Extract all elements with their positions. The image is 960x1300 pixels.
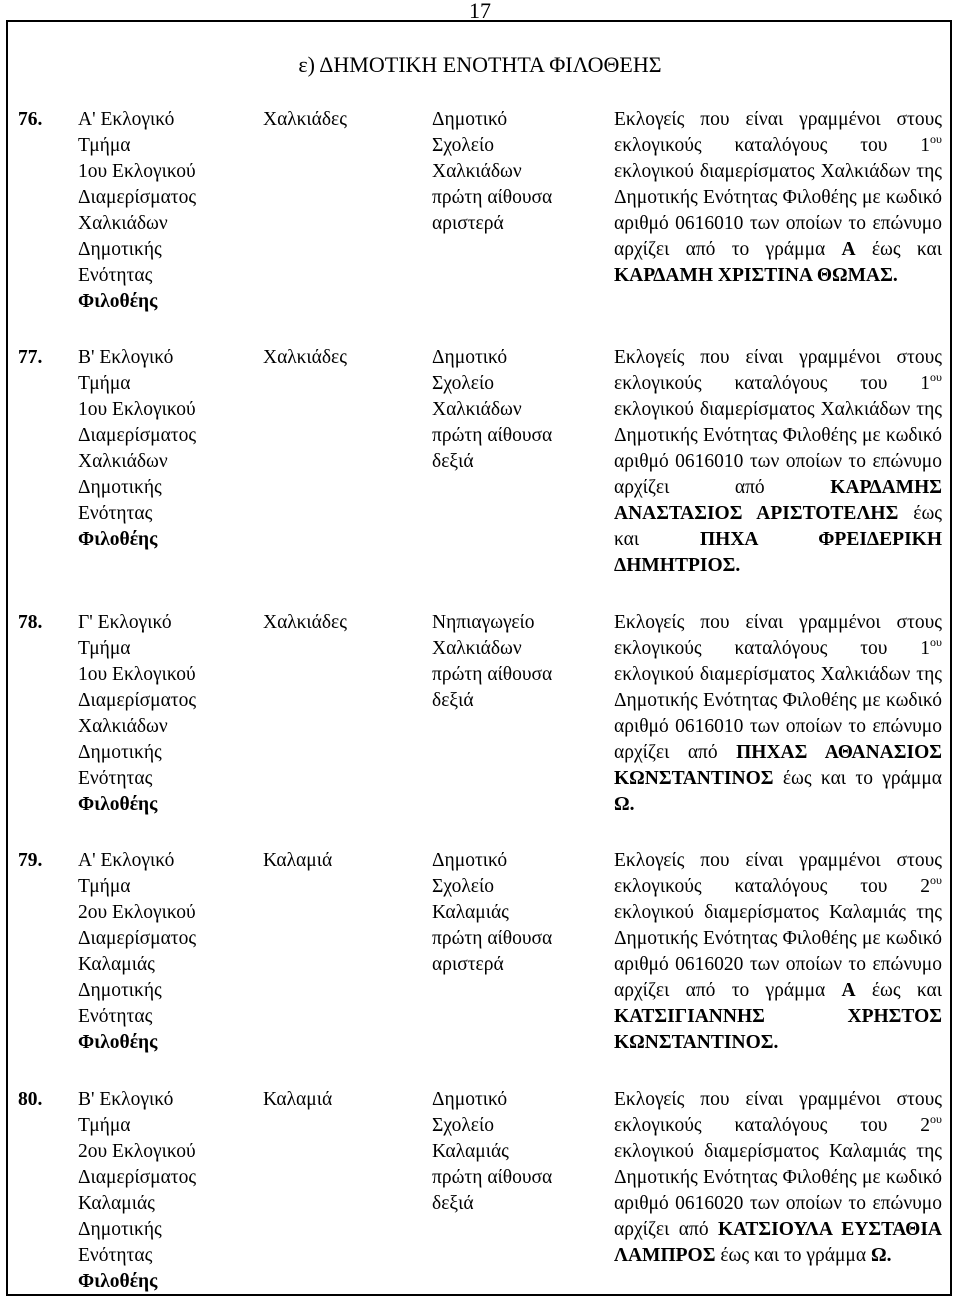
voters-description [614, 107, 942, 289]
desc-text: Εκλογείς που είναι γραμμένοι στους εκλογικούς καταλόγους του 2 [614, 1089, 942, 1136]
venue-cell: Δημοτικό Σχολείο Καλαμιάς πρώτη αίθουσα αριστερά [432, 850, 553, 975]
polling-section-bold: Φιλοθέης [78, 794, 158, 815]
polling-section-cell [78, 610, 253, 818]
polling-section-bold: Φιλοθέης [78, 291, 158, 312]
venue-cell: Δημοτικό Σχολείο Χαλκιάδων πρώτη αίθουσα αριστερά [432, 109, 553, 234]
place-cell: Καλαμιά [263, 850, 333, 871]
desc-text: Εκλογείς που είναι γραμμένοι στους εκλογικούς καταλόγους του 2 [614, 850, 942, 897]
desc-bold: Ω. [614, 794, 635, 815]
place-cell: Χαλκιάδες [263, 612, 347, 633]
desc-bold: ΚΑΡΔΑΜΗΣ ΑΝΑΣΤΑΣΙΟΣ ΑΡΙΣΤΟΤΕΛΗΣ [614, 477, 942, 524]
row-number: 78. [18, 612, 43, 633]
polling-section-cell [78, 848, 253, 1056]
desc-text: Εκλογείς που είναι γραμμένοι στους εκλογικούς καταλόγους του 1 [614, 347, 942, 394]
desc-superscript: ου [930, 132, 942, 146]
desc-bold: ΚΑΡΔΑΜΗ ΧΡΙΣΤΙΝΑ ΘΩΜΑΣ. [614, 265, 898, 286]
desc-bold: ΠΗΧΑ ΦΡΕΙΔΕΡΙΚΗ ΔΗΜΗΤΡΙΟΣ. [614, 529, 943, 576]
desc-bold: ΠΗΧΑΣ ΑΘΑΝΑΣΙΟΣ ΚΩΝΣΤΑΝΤΙΝΟΣ [614, 742, 942, 789]
polling-section-bold: Φιλοθέης [78, 1271, 158, 1292]
desc-text: έως και το γράμμα [773, 768, 942, 789]
polling-section-cell [78, 107, 253, 315]
voters-description [614, 1087, 942, 1269]
row-number: 76. [18, 109, 43, 130]
desc-text: εκλογικού διαμερίσματος Καλαμιάς της Δημοτικής Ενότητας Φιλοθέης με κωδικό αριθμό 0616020 των οποίων το επώνυμο αρχίζει από [614, 1141, 942, 1240]
voters-description [614, 345, 942, 579]
section-title: ε) ΔΗΜΟΤΙΚΗ ΕΝΟΤΗΤΑ ΦΙΛΟΘΕΗΣ [298, 52, 662, 77]
desc-bold: Α [841, 980, 856, 1001]
row-number: 80. [18, 1089, 43, 1110]
desc-bold: Ω. [870, 1245, 892, 1266]
page-number: 17 [469, 0, 491, 23]
voters-description [614, 610, 942, 818]
venue-cell: Δημοτικό Σχολείο Χαλκιάδων πρώτη αίθουσα δεξιά [432, 347, 553, 472]
desc-text: έως και [614, 503, 942, 550]
place-cell: Καλαμιά [263, 1089, 333, 1110]
venue-cell: Νηπιαγωγείο Χαλκιάδων πρώτη αίθουσα δεξιά [432, 612, 553, 711]
desc-text: έως και [855, 239, 942, 260]
desc-text: εκλογικού διαμερίσματος Χαλκιάδων της Δημοτικής Ενότητας Φιλοθέης με κωδικό αριθμό 0616010 των οποίων το επώνυμο αρχίζει από [614, 664, 942, 763]
polling-section-text: Β' Εκλογικό Τμήμα 1ου Εκλογικού Διαμερίσματος Χαλκιάδων Δημοτικής Ενότητας [78, 347, 197, 524]
place-cell: Χαλκιάδες [263, 109, 347, 130]
desc-text: εκλογικού διαμερίσματος Χαλκιάδων της Δημοτικής Ενότητας Φιλοθέης με κωδικό αριθμό 0616010 των οποίων το επώνυμο αρχίζει από το γράμμα [614, 161, 942, 260]
row-number: 79. [18, 850, 43, 871]
desc-superscript: ου [930, 635, 942, 649]
desc-text: έως και το γράμμα [715, 1245, 871, 1266]
desc-text: εκλογικού διαμερίσματος Χαλκιάδων της Δημοτικής Ενότητας Φιλοθέης με κωδικό αριθμό 0616010 των οποίων το επώνυμο αρχίζει από [614, 399, 942, 498]
desc-bold: ΚΑΤΣΙΓΙΑΝΝΗΣ ΧΡΗΣΤΟΣ ΚΩΝΣΤΑΝΤΙΝΟΣ. [614, 1006, 942, 1053]
voters-description [614, 848, 942, 1056]
polling-section-cell [78, 345, 253, 553]
desc-text: Εκλογείς που είναι γραμμένοι στους εκλογικούς καταλόγους του 1 [614, 109, 942, 156]
desc-text: έως και [855, 980, 942, 1001]
polling-section-text: Γ' Εκλογικό Τμήμα 1ου Εκλογικού Διαμερίσματος Χαλκιάδων Δημοτικής Ενότητας [78, 612, 197, 789]
polling-section-text: Β' Εκλογικό Τμήμα 2ου Εκλογικού Διαμερίσματος Καλαμιάς Δημοτικής Ενότητας [78, 1089, 197, 1266]
polling-section-bold: Φιλοθέης [78, 1032, 158, 1053]
desc-text: Εκλογείς που είναι γραμμένοι στους εκλογικούς καταλόγους του 1 [614, 612, 942, 659]
row-number: 77. [18, 347, 43, 368]
desc-bold: Α [841, 239, 856, 260]
desc-text: εκλογικού διαμερίσματος Καλαμιάς της Δημοτικής Ενότητας Φιλοθέης με κωδικό αριθμό 0616020 των οποίων το επώνυμο αρχίζει από το γράμμα [614, 902, 942, 1001]
polling-section-text: Α' Εκλογικό Τμήμα 2ου Εκλογικού Διαμερίσματος Καλαμιάς Δημοτικής Ενότητας [78, 850, 197, 1027]
desc-superscript: ου [930, 873, 942, 887]
polling-section-text: Α' Εκλογικό Τμήμα 1ου Εκλογικού Διαμερίσματος Χαλκιάδων Δημοτικής Ενότητας [78, 109, 197, 286]
desc-superscript: ου [930, 370, 942, 384]
desc-superscript: ου [930, 1112, 942, 1126]
place-cell: Χαλκιάδες [263, 347, 347, 368]
polling-section-bold: Φιλοθέης [78, 529, 158, 550]
polling-section-cell [78, 1087, 253, 1295]
venue-cell: Δημοτικό Σχολείο Καλαμιάς πρώτη αίθουσα δεξιά [432, 1089, 553, 1214]
desc-bold: ΚΑΤΣΙΟΥΛΑ ΕΥΣΤΑΘΙΑ ΛΑΜΠΡΟΣ [614, 1219, 942, 1266]
